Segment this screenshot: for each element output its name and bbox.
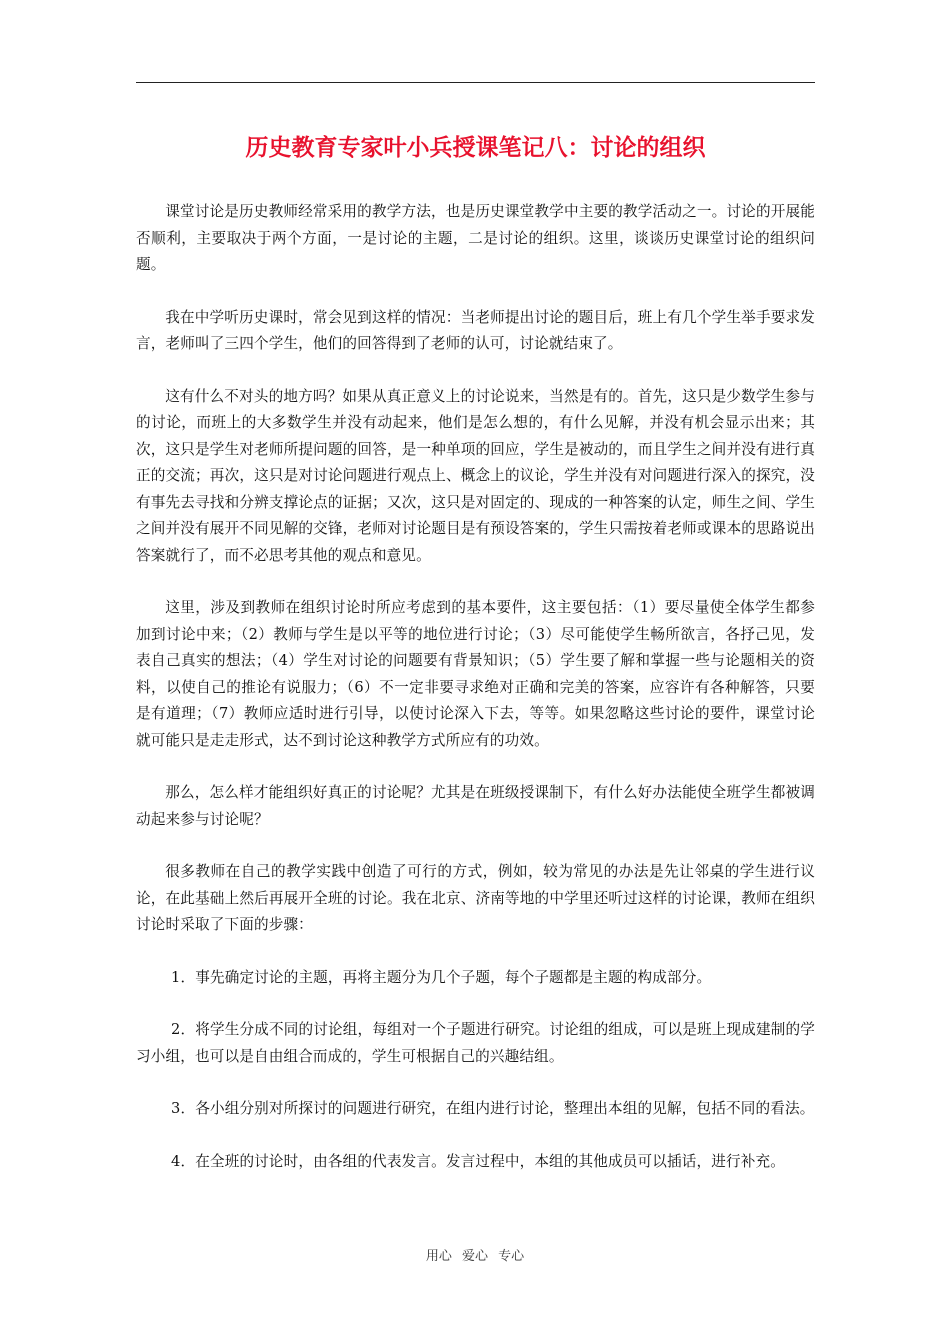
paragraph-intro: 课堂讨论是历史教师经常采用的教学方法，也是历史课堂教学中主要的教学活动之一。讨论的开展能否顺利，主要取决于两个方面，一是讨论的主题，二是讨论的组织。这里，谈谈历史课堂讨论的组织问题。 [136, 203, 815, 273]
header-rule [136, 82, 815, 83]
document-title: 历史教育专家叶小兵授课笔记八：讨论的组织 [245, 135, 706, 161]
paragraph-methods: 很多教师在自己的教学实践中创造了可行的方式，例如，较为常见的办法是先让邻桌的学生进行议论，在此基础上然后再展开全班的讨论。我在北京、济南等地的中学里还听过这样的讨论课，教师在组织讨论时采取了下面的步骤： [136, 863, 815, 933]
step-item-4: 4．在全班的讨论时，由各组的代表发言。发言过程中，本组的其他成员可以插话，进行补充。 [171, 1152, 785, 1170]
step-item-2: 2．将学生分成不同的讨论组，每组对一个子题进行研究。讨论组的组成，可以是班上现成建制的学习小组，也可以是自由组合而成的，学生可根据自己的兴趣结组。 [136, 1021, 815, 1065]
document-body [136, 199, 815, 1201]
paragraph-observation: 我在中学听历史课时，常会见到这样的情况：当老师提出讨论的题目后，班上有几个学生举手要求发言，老师叫了三四个学生，他们的回答得到了老师的认可，讨论就结束了。 [136, 308, 815, 352]
paragraph-question: 那么，怎么样才能组织好真正的讨论呢？尤其是在班级授课制下，有什么好办法能使全班学生都被调动起来参与讨论呢？ [136, 784, 815, 828]
step-item-3: 3．各小组分别对所探讨的问题进行研究，在组内进行讨论，整理出本组的见解，包括不同的看法。 [171, 1100, 815, 1117]
step-item-1: 1．事先确定讨论的主题，再将主题分为几个子题，每个子题都是主题的构成部分。 [171, 968, 712, 986]
page-footer: 用心 爱心 专心 [425, 1249, 525, 1264]
paragraph-critique: 这有什么不对头的地方吗？如果从真正意义上的讨论说来，当然是有的。首先，这只是少数学生参与的讨论，而班上的大多数学生并没有动起来，他们是怎么想的，有什么见解，并没有机会显示出来；其次，这只是学生对老师所提问题的回答，是一种单项的回应，学生是被动的，而且学生之间并没有进行真正的交流；再次，这只是对讨论问题进行观点上、概念上的议论，学生并没有对问题进行深入的探究，没有事先去寻找和分辨支撑论点的证据；又次，这只是对固定的、现成的一种答案的认定，师生之间、学生之间并没有展开不同见解的交锋，老师对讨论题目是有预设答案的，学生只需按着老师或课本的思路说出答案就行了，而不必思考其他的观点和意见。 [136, 387, 815, 564]
paragraph-requirements: 这里，涉及到教师在组织讨论时所应考虑到的基本要件，这主要包括：（1）要尽量使全体学生都参加到讨论中来；（2）教师与学生是以平等的地位进行讨论；（3）尽可能使学生畅所欲言，各抒己见，发表自己真实的想法；（4）学生对讨论的问题要有背景知识；（5）学生要了解和掌握一些与论题相关的资料，以使自己的推论有说服力；（6）不一定非要寻求绝对正确和完美的答案，应容许有各种解答，只要是有道理；（7）教师应适时进行引导，以使讨论深入下去，等等。如果忽略这些讨论的要件，课堂讨论就可能只是走走形式，达不到讨论这种教学方式所应有的功效。 [136, 599, 815, 749]
